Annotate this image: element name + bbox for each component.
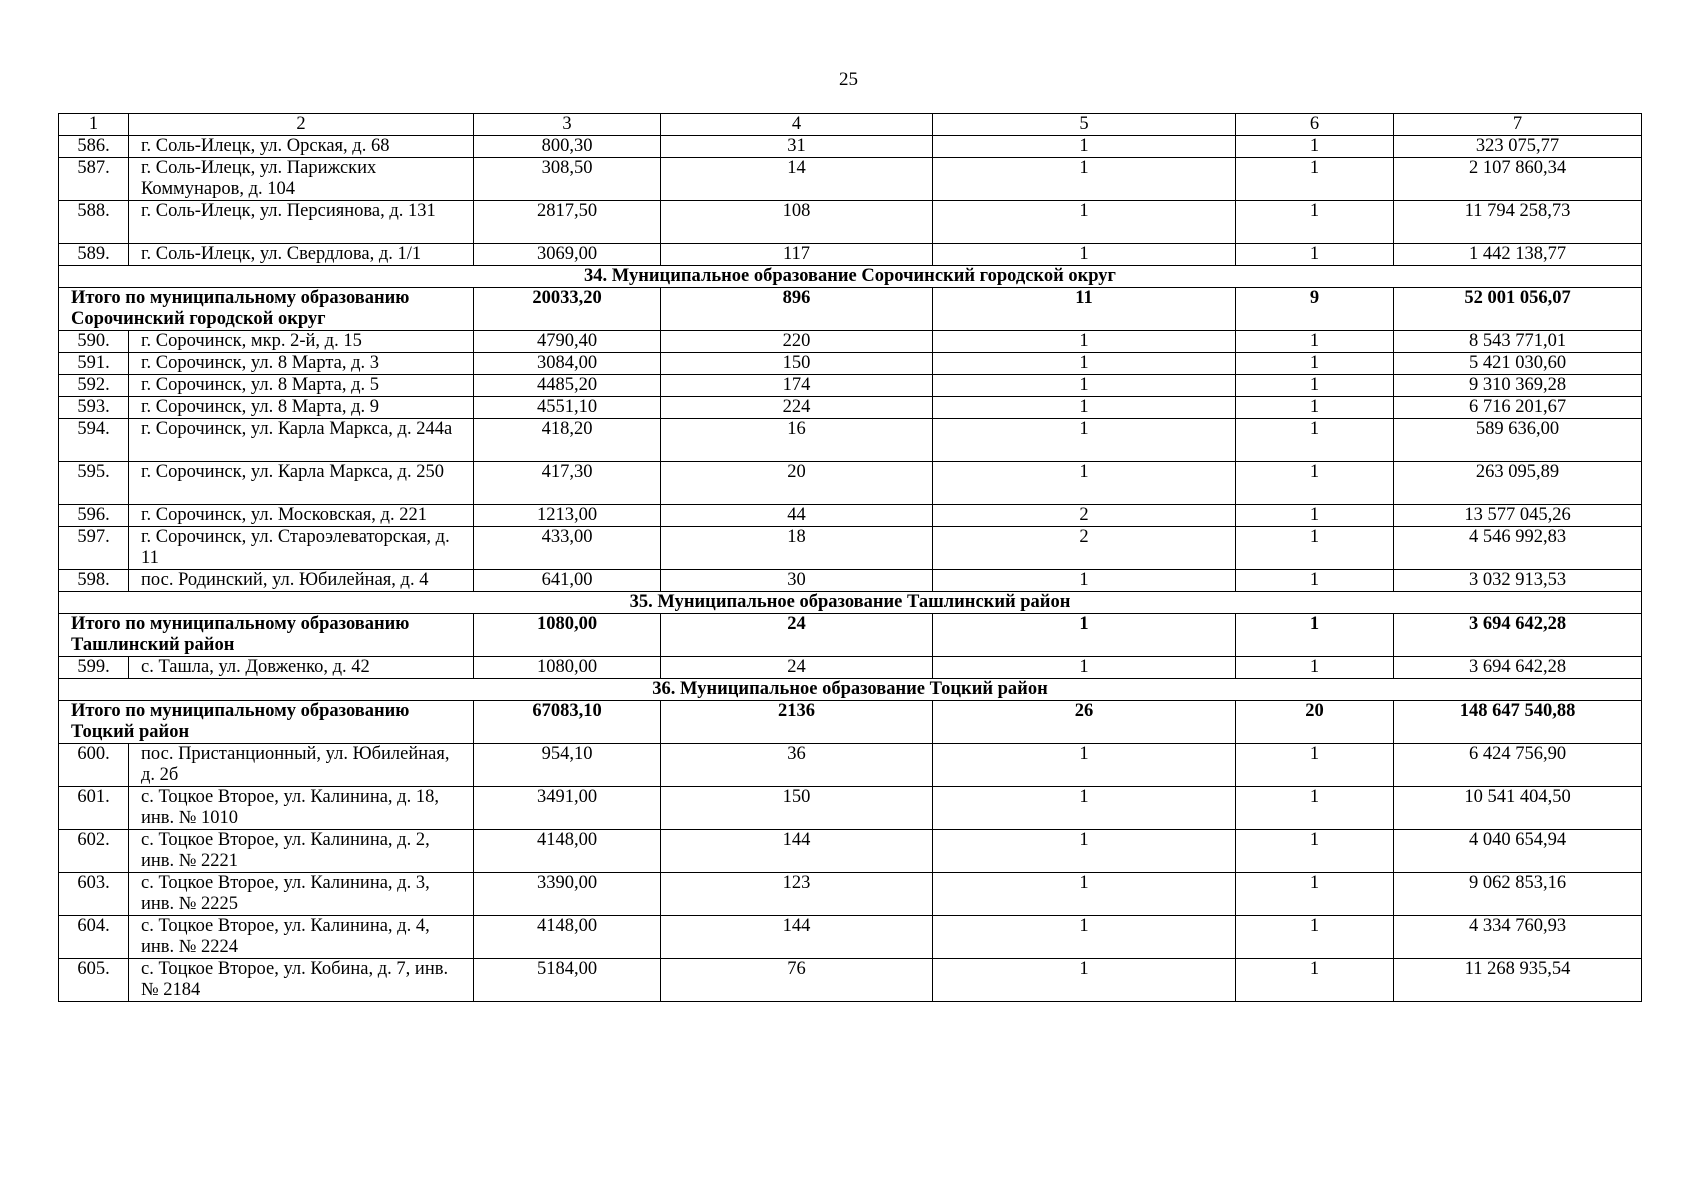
col5-value: 1 (933, 244, 1236, 266)
row-number: 604. (59, 916, 129, 959)
col5-value: 1 (933, 353, 1236, 375)
cost-value: 3 694 642,28 (1394, 657, 1642, 679)
section-title: 35. Муниципальное образование Ташлинский район (59, 592, 1642, 614)
address-cell: г. Сорочинск, ул. Староэлеваторская, д. 11 (129, 527, 474, 570)
count-value: 144 (661, 830, 933, 873)
col6-value: 1 (1236, 830, 1394, 873)
cost-value: 148 647 540,88 (1394, 701, 1642, 744)
cost-value: 9 310 369,28 (1394, 375, 1642, 397)
cost-value: 6 716 201,67 (1394, 397, 1642, 419)
area-value: 418,20 (474, 419, 661, 462)
area-value: 417,30 (474, 462, 661, 505)
header-cell: 2 (129, 114, 474, 136)
cost-value: 3 032 913,53 (1394, 570, 1642, 592)
col6-value: 1 (1236, 244, 1394, 266)
col6-value: 1 (1236, 916, 1394, 959)
table-row (59, 244, 1642, 266)
table-row (59, 959, 1642, 1002)
cost-value: 263 095,89 (1394, 462, 1642, 505)
section-title: 34. Муниципальное образование Сорочинский городской округ (59, 266, 1642, 288)
address-cell: г. Сорочинск, ул. 8 Марта, д. 9 (129, 397, 474, 419)
area-value: 5184,00 (474, 959, 661, 1002)
header-cell: 7 (1394, 114, 1642, 136)
cost-value: 10 541 404,50 (1394, 787, 1642, 830)
cost-value: 4 040 654,94 (1394, 830, 1642, 873)
area-value: 800,30 (474, 136, 661, 158)
total-label: Итого по муниципальному образованию Сорочинский городской округ (59, 288, 474, 331)
col5-value: 1 (933, 419, 1236, 462)
col5-value: 1 (933, 397, 1236, 419)
row-number: 603. (59, 873, 129, 916)
area-value: 308,50 (474, 158, 661, 201)
col6-value: 1 (1236, 353, 1394, 375)
col6-value: 20 (1236, 701, 1394, 744)
table-row (59, 505, 1642, 527)
area-value: 20033,20 (474, 288, 661, 331)
area-value: 3084,00 (474, 353, 661, 375)
col5-value: 2 (933, 505, 1236, 527)
count-value: 224 (661, 397, 933, 419)
count-value: 117 (661, 244, 933, 266)
cost-value: 11 794 258,73 (1394, 201, 1642, 244)
count-value: 24 (661, 614, 933, 657)
count-value: 2136 (661, 701, 933, 744)
col5-value: 1 (933, 744, 1236, 787)
col5-value: 2 (933, 527, 1236, 570)
address-cell: с. Тоцкое Второе, ул. Калинина, д. 3, инв. № 2225 (129, 873, 474, 916)
total-label: Итого по муниципальному образованию Ташлинский район (59, 614, 474, 657)
col5-value: 1 (933, 614, 1236, 657)
count-value: 76 (661, 959, 933, 1002)
row-number: 591. (59, 353, 129, 375)
col6-value: 1 (1236, 614, 1394, 657)
cost-value: 4 334 760,93 (1394, 916, 1642, 959)
count-value: 150 (661, 353, 933, 375)
col6-value: 1 (1236, 136, 1394, 158)
row-number: 592. (59, 375, 129, 397)
address-cell: с. Тоцкое Второе, ул. Калинина, д. 4, инв. № 2224 (129, 916, 474, 959)
row-number: 605. (59, 959, 129, 1002)
row-number: 601. (59, 787, 129, 830)
table-row (59, 419, 1642, 462)
address-cell: г. Сорочинск, мкр. 2-й, д. 15 (129, 331, 474, 353)
row-number: 593. (59, 397, 129, 419)
area-value: 3069,00 (474, 244, 661, 266)
cost-value: 323 075,77 (1394, 136, 1642, 158)
table-row (59, 570, 1642, 592)
row-number: 589. (59, 244, 129, 266)
col6-value: 1 (1236, 873, 1394, 916)
row-number: 597. (59, 527, 129, 570)
count-value: 18 (661, 527, 933, 570)
count-value: 36 (661, 744, 933, 787)
header-cell: 6 (1236, 114, 1394, 136)
table-row (59, 527, 1642, 570)
address-cell: г. Сорочинск, ул. 8 Марта, д. 3 (129, 353, 474, 375)
col6-value: 9 (1236, 288, 1394, 331)
row-number: 598. (59, 570, 129, 592)
cost-value: 11 268 935,54 (1394, 959, 1642, 1002)
count-value: 24 (661, 657, 933, 679)
col6-value: 1 (1236, 331, 1394, 353)
col5-value: 1 (933, 873, 1236, 916)
row-number: 587. (59, 158, 129, 201)
count-value: 31 (661, 136, 933, 158)
area-value: 4148,00 (474, 916, 661, 959)
cost-value: 52 001 056,07 (1394, 288, 1642, 331)
row-number: 594. (59, 419, 129, 462)
count-value: 896 (661, 288, 933, 331)
area-value: 1080,00 (474, 614, 661, 657)
address-cell: г. Сорочинск, ул. 8 Марта, д. 5 (129, 375, 474, 397)
col5-value: 1 (933, 787, 1236, 830)
count-value: 16 (661, 419, 933, 462)
row-number: 596. (59, 505, 129, 527)
count-value: 44 (661, 505, 933, 527)
address-cell: с. Ташла, ул. Довженко, д. 42 (129, 657, 474, 679)
row-number: 600. (59, 744, 129, 787)
address-cell: с. Тоцкое Второе, ул. Калинина, д. 2, инв. № 2221 (129, 830, 474, 873)
table-row (59, 331, 1642, 353)
cost-value: 1 442 138,77 (1394, 244, 1642, 266)
table-row (59, 158, 1642, 201)
address-cell: г. Сорочинск, ул. Карла Маркса, д. 250 (129, 462, 474, 505)
cost-value: 3 694 642,28 (1394, 614, 1642, 657)
address-cell: пос. Пристанционный, ул. Юбилейная, д. 2б (129, 744, 474, 787)
count-value: 144 (661, 916, 933, 959)
cost-value: 5 421 030,60 (1394, 353, 1642, 375)
col5-value: 1 (933, 136, 1236, 158)
count-value: 150 (661, 787, 933, 830)
col6-value: 1 (1236, 787, 1394, 830)
count-value: 220 (661, 331, 933, 353)
address-cell: г. Сорочинск, ул. Московская, д. 221 (129, 505, 474, 527)
col6-value: 1 (1236, 201, 1394, 244)
section-header-row (59, 679, 1642, 701)
header-cell: 4 (661, 114, 933, 136)
header-cell: 3 (474, 114, 661, 136)
total-row (59, 288, 1642, 331)
cost-value: 8 543 771,01 (1394, 331, 1642, 353)
col6-value: 1 (1236, 375, 1394, 397)
row-number: 599. (59, 657, 129, 679)
col5-value: 1 (933, 462, 1236, 505)
area-value: 1080,00 (474, 657, 661, 679)
cost-value: 13 577 045,26 (1394, 505, 1642, 527)
count-value: 14 (661, 158, 933, 201)
table-row (59, 462, 1642, 505)
cost-value: 589 636,00 (1394, 419, 1642, 462)
col6-value: 1 (1236, 744, 1394, 787)
area-value: 641,00 (474, 570, 661, 592)
col6-value: 1 (1236, 657, 1394, 679)
col6-value: 1 (1236, 570, 1394, 592)
total-row (59, 701, 1642, 744)
area-value: 4790,40 (474, 331, 661, 353)
cost-value: 6 424 756,90 (1394, 744, 1642, 787)
area-value: 3390,00 (474, 873, 661, 916)
col5-value: 1 (933, 657, 1236, 679)
area-value: 2817,50 (474, 201, 661, 244)
col6-value: 1 (1236, 462, 1394, 505)
area-value: 4485,20 (474, 375, 661, 397)
table-row (59, 787, 1642, 830)
area-value: 954,10 (474, 744, 661, 787)
col5-value: 1 (933, 375, 1236, 397)
header-cell: 5 (933, 114, 1236, 136)
row-number: 602. (59, 830, 129, 873)
page-number: 25 (839, 69, 858, 90)
table-row (59, 873, 1642, 916)
col6-value: 1 (1236, 505, 1394, 527)
table-row (59, 375, 1642, 397)
area-value: 433,00 (474, 527, 661, 570)
cost-value: 9 062 853,16 (1394, 873, 1642, 916)
col5-value: 1 (933, 331, 1236, 353)
section-header-row (59, 592, 1642, 614)
col6-value: 1 (1236, 959, 1394, 1002)
address-cell: г. Соль-Илецк, ул. Орская, д. 68 (129, 136, 474, 158)
col5-value: 26 (933, 701, 1236, 744)
table-row (59, 397, 1642, 419)
col6-value: 1 (1236, 527, 1394, 570)
address-cell: г. Соль-Илецк, ул. Свердлова, д. 1/1 (129, 244, 474, 266)
col5-value: 1 (933, 158, 1236, 201)
table-row (59, 916, 1642, 959)
table-row (59, 657, 1642, 679)
section-title: 36. Муниципальное образование Тоцкий район (59, 679, 1642, 701)
row-number: 590. (59, 331, 129, 353)
row-number: 595. (59, 462, 129, 505)
col5-value: 1 (933, 201, 1236, 244)
address-cell: пос. Родинский, ул. Юбилейная, д. 4 (129, 570, 474, 592)
address-cell: г. Соль-Илецк, ул. Персиянова, д. 131 (129, 201, 474, 244)
area-value: 1213,00 (474, 505, 661, 527)
table-row (59, 353, 1642, 375)
cost-value: 4 546 992,83 (1394, 527, 1642, 570)
count-value: 174 (661, 375, 933, 397)
count-value: 30 (661, 570, 933, 592)
row-number: 586. (59, 136, 129, 158)
col5-value: 11 (933, 288, 1236, 331)
col5-value: 1 (933, 916, 1236, 959)
address-cell: с. Тоцкое Второе, ул. Кобина, д. 7, инв. № 2184 (129, 959, 474, 1002)
row-number: 588. (59, 201, 129, 244)
total-label: Итого по муниципальному образованию Тоцкий район (59, 701, 474, 744)
table-row (59, 830, 1642, 873)
column-number-header (59, 114, 1642, 136)
housing-table (58, 113, 1642, 1002)
table-row (59, 136, 1642, 158)
address-cell: г. Соль-Илецк, ул. Парижских Коммунаров, д. 104 (129, 158, 474, 201)
count-value: 123 (661, 873, 933, 916)
count-value: 108 (661, 201, 933, 244)
address-cell: с. Тоцкое Второе, ул. Калинина, д. 18, инв. № 1010 (129, 787, 474, 830)
col5-value: 1 (933, 570, 1236, 592)
area-value: 4148,00 (474, 830, 661, 873)
col6-value: 1 (1236, 158, 1394, 201)
header-cell: 1 (59, 114, 129, 136)
col6-value: 1 (1236, 397, 1394, 419)
cost-value: 2 107 860,34 (1394, 158, 1642, 201)
col5-value: 1 (933, 959, 1236, 1002)
section-header-row (59, 266, 1642, 288)
area-value: 4551,10 (474, 397, 661, 419)
count-value: 20 (661, 462, 933, 505)
col6-value: 1 (1236, 419, 1394, 462)
table-row (59, 744, 1642, 787)
area-value: 3491,00 (474, 787, 661, 830)
total-row (59, 614, 1642, 657)
table-row (59, 201, 1642, 244)
area-value: 67083,10 (474, 701, 661, 744)
address-cell: г. Сорочинск, ул. Карла Маркса, д. 244а (129, 419, 474, 462)
col5-value: 1 (933, 830, 1236, 873)
